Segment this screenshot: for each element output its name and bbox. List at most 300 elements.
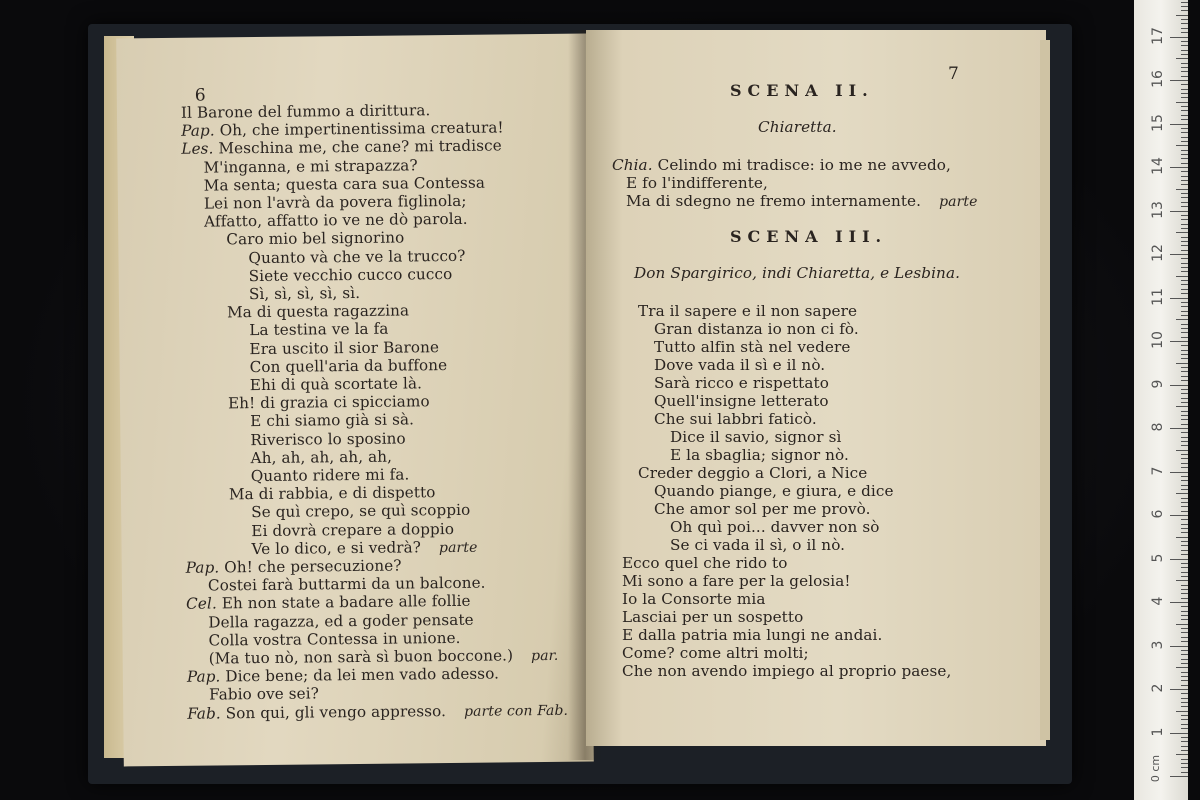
ruler-number: 14	[1150, 157, 1166, 175]
verse-text: Ah, ah, ah, ah, ah,	[250, 447, 393, 467]
ruler-tick	[1181, 137, 1188, 138]
ruler-tick	[1176, 537, 1188, 538]
verse-text: Ve lo dico, e si vedrà?	[251, 538, 422, 558]
verse-text: Ecco quel che rido to	[622, 554, 788, 572]
verse-text: Che non avendo impiego al proprio paese,	[622, 662, 952, 680]
ruler-tick	[1181, 524, 1188, 525]
page-number: 7	[948, 64, 959, 84]
ruler-tick	[1181, 424, 1188, 425]
ruler-tick	[1176, 102, 1188, 103]
ruler-tick	[1181, 672, 1188, 673]
verse-text: Caro mio bel signorino	[226, 228, 405, 249]
verse-text: E la sbaglia; signor nò.	[670, 446, 849, 464]
ruler-number: 2	[1150, 683, 1166, 693]
ruler-tick	[1181, 41, 1188, 42]
ruler-tick	[1181, 454, 1188, 455]
ruler-tick	[1181, 23, 1188, 24]
verse-line	[250, 356, 448, 376]
verse-text: Il Barone del fummo a dirittura.	[180, 101, 431, 122]
ruler-tick	[1181, 750, 1188, 751]
ruler-tick	[1170, 559, 1188, 560]
ruler-tick	[1181, 393, 1188, 394]
ruler-tick	[1181, 615, 1188, 616]
ruler-number: 6	[1150, 509, 1166, 519]
verse-line	[622, 662, 951, 680]
verse-line	[654, 410, 817, 428]
ruler-number: 15	[1150, 113, 1166, 132]
ruler-tick	[1181, 685, 1188, 686]
verse-line	[654, 500, 871, 518]
verse-text: Creder deggio a Clori, a Nice	[638, 464, 868, 482]
ruler-tick	[1181, 6, 1188, 7]
verse-text: Dice bene; da lei men vado adesso.	[225, 664, 500, 686]
verse-text: Ehi di quà scortate là.	[249, 374, 423, 395]
ruler-tick	[1181, 2, 1188, 3]
ruler-tick	[1181, 585, 1188, 586]
verse-text: Celindo mi tradisce: io me ne avvedo,	[657, 156, 951, 174]
ruler-tick	[1181, 606, 1188, 607]
ruler-tick	[1176, 319, 1188, 320]
verse-text: Colla vostra Contessa in unione.	[208, 628, 461, 650]
ruler-tick	[1170, 341, 1188, 342]
verse-line	[227, 302, 409, 322]
ruler-tick	[1170, 472, 1188, 473]
ruler-tick	[1181, 467, 1188, 468]
speaker-name: Pap.	[181, 121, 215, 140]
ruler-tick	[1181, 572, 1188, 573]
ruler-tick	[1181, 67, 1188, 68]
ruler-tick	[1181, 380, 1188, 381]
verse-text: Riverisco lo sposino	[250, 429, 406, 449]
ruler-tick	[1181, 71, 1188, 72]
page-number: 6	[194, 85, 206, 106]
ruler-tick	[1181, 506, 1188, 507]
verse-text: Mi sono a fare per la gelosia!	[622, 572, 851, 590]
verse-line	[209, 685, 319, 704]
ruler-tick	[1181, 528, 1188, 529]
verse-text: Lei non l'avrà da povera figlinola;	[203, 191, 467, 213]
verse-line	[622, 644, 809, 662]
ruler-tick	[1181, 419, 1188, 420]
ruler-tick	[1181, 280, 1188, 281]
verse-text: Che sui labbri faticò.	[654, 410, 817, 428]
verse-line	[251, 538, 477, 559]
ruler-tick	[1181, 541, 1188, 542]
ruler-tick	[1181, 563, 1188, 564]
ruler-tick	[1181, 702, 1188, 703]
verse-text: La testina ve la fa	[249, 320, 389, 340]
ruler-tick	[1176, 363, 1188, 364]
ruler-tick	[1181, 354, 1188, 355]
ruler-tick	[1181, 411, 1188, 412]
ruler-tick	[1181, 97, 1188, 98]
ruler-tick	[1181, 106, 1188, 107]
verse-line	[612, 156, 951, 174]
ruler-number: 4	[1150, 596, 1166, 606]
verse-text: Costei farà buttarmi da un balcone.	[207, 573, 486, 595]
ruler-tick	[1176, 711, 1188, 712]
verse-line	[670, 446, 849, 464]
ruler-tick	[1181, 76, 1188, 77]
verse-text: Meschina me, che cane? mi tradisce	[218, 136, 502, 158]
ruler-tick	[1181, 206, 1188, 207]
verse-line	[249, 284, 360, 303]
verse-line	[638, 464, 867, 482]
ruler-tick	[1176, 189, 1188, 190]
verse-line	[208, 629, 460, 650]
ruler-tick	[1181, 219, 1188, 220]
ruler-tick	[1181, 258, 1188, 259]
ruler-tick	[1181, 698, 1188, 699]
ruler-tick	[1181, 693, 1188, 694]
ruler-tick	[1181, 589, 1188, 590]
verse-line	[622, 590, 766, 608]
ruler-tick	[1170, 298, 1188, 299]
ruler-tick	[1181, 763, 1188, 764]
ruler-tick	[1170, 37, 1188, 38]
verse-text: Se ci vada il sì, o il nò.	[670, 536, 846, 554]
ruler-tick	[1181, 545, 1188, 546]
ruler-tick	[1181, 511, 1188, 512]
ruler-tick	[1181, 402, 1188, 403]
ruler-tick	[1181, 324, 1188, 325]
verse-line	[626, 192, 978, 211]
ruler-tick	[1181, 89, 1188, 90]
ruler-tick	[1181, 180, 1188, 181]
ruler-tick	[1181, 128, 1188, 129]
verse-line	[626, 174, 768, 192]
ruler-tick	[1170, 167, 1188, 168]
ruler-tick	[1181, 637, 1188, 638]
ruler-tick	[1181, 680, 1188, 681]
ruler-tick	[1181, 650, 1188, 651]
ruler-tick	[1181, 284, 1188, 285]
ruler-tick	[1181, 759, 1188, 760]
verse-text: Oh, che impertinentissima creatura!	[219, 118, 504, 140]
ruler-unit-label: 0 cm	[1149, 754, 1163, 783]
ruler-tick	[1181, 476, 1188, 477]
verse-line	[249, 265, 453, 285]
ruler-number: 17	[1150, 26, 1166, 45]
verse-line	[249, 338, 439, 358]
verse-line	[203, 156, 417, 176]
verse-line	[654, 374, 829, 392]
page-stack-edge	[1040, 40, 1050, 740]
verse-text: Affatto, affatto io ve ne dò parola.	[204, 209, 468, 231]
ruler-tick	[1176, 624, 1188, 625]
ruler-tick	[1176, 450, 1188, 451]
verse-line	[654, 338, 850, 356]
ruler-tick	[1170, 689, 1188, 690]
ruler-tick	[1181, 376, 1188, 377]
verse-text: Ma di rabbia, e di dispetto	[228, 483, 436, 504]
ruler-tick	[1181, 158, 1188, 159]
verse-line	[622, 572, 851, 590]
ruler-tick	[1181, 724, 1188, 725]
verse-text: Quanto và che ve la trucco?	[248, 246, 466, 267]
ruler-tick	[1181, 119, 1188, 120]
verse-text: Sì, sì, sì, sì, sì.	[248, 283, 361, 304]
verse-line	[622, 608, 803, 626]
ruler-tick	[1181, 550, 1188, 551]
verse-text: Che amor sol per me provò.	[654, 500, 871, 518]
ruler-tick	[1181, 271, 1188, 272]
ruler-tick	[1181, 311, 1188, 312]
verse-text: E chi siamo già si sà.	[250, 410, 415, 431]
verse-line	[670, 428, 841, 446]
verse-text: Quando piange, e giura, e dice	[654, 482, 894, 500]
ruler-tick	[1181, 389, 1188, 390]
ruler-tick	[1181, 767, 1188, 768]
ruler-tick	[1181, 293, 1188, 294]
verse-text: Eh! di grazia ci spicciamo	[227, 392, 430, 413]
ruler-tick	[1181, 715, 1188, 716]
ruler-tick	[1170, 80, 1188, 81]
ruler-tick	[1181, 628, 1188, 629]
ruler-tick	[1181, 741, 1188, 742]
ruler-tick	[1181, 345, 1188, 346]
ruler-tick	[1181, 676, 1188, 677]
ruler-tick	[1170, 385, 1188, 386]
ruler-number: 12	[1150, 244, 1166, 262]
verse-line	[186, 557, 402, 577]
ruler-tick	[1181, 154, 1188, 155]
verse-text: Dice il savio, signor sì	[670, 428, 842, 446]
verse-text: Era uscito il sior Barone	[249, 337, 440, 358]
ruler-tick	[1181, 32, 1188, 33]
ruler-number: 11	[1150, 287, 1166, 306]
ruler-tick	[1181, 659, 1188, 660]
ruler-tick	[1181, 485, 1188, 486]
verse-line	[181, 137, 502, 158]
ruler-tick	[1181, 202, 1188, 203]
ruler-tick	[1181, 463, 1188, 464]
ruler-tick	[1181, 445, 1188, 446]
verse-text: Quell'insigne letterato	[654, 392, 829, 410]
verse-line	[226, 229, 404, 249]
verse-line	[229, 483, 436, 503]
verse-text: Oh! che persecuzione?	[224, 556, 402, 577]
verse-line	[638, 302, 857, 320]
ruler-tick	[1181, 302, 1188, 303]
verse-text: Son qui, gli vengo appresso.	[225, 701, 447, 722]
verse-text: Tutto alfin stà nel vedere	[654, 338, 851, 356]
ruler-tick	[1170, 254, 1188, 255]
verse-line	[654, 392, 829, 410]
ruler-tick	[1170, 733, 1188, 734]
ruler-tick	[1181, 632, 1188, 633]
ruler-tick	[1181, 458, 1188, 459]
ruler-tick	[1181, 746, 1188, 747]
verse-text: E dalla patria mia lungi ne andai.	[622, 626, 883, 644]
verse-line	[187, 665, 499, 686]
ruler-tick	[1170, 776, 1188, 777]
verse-text: Se quì crepo, se quì scoppio	[251, 501, 471, 522]
ruler-tick	[1181, 237, 1188, 238]
ruler-tick	[1176, 580, 1188, 581]
ruler-tick	[1181, 197, 1188, 198]
ruler-tick	[1181, 576, 1188, 577]
measuring-ruler	[1134, 0, 1188, 800]
ruler-tick	[1181, 176, 1188, 177]
ruler-tick	[1181, 306, 1188, 307]
verse-line	[670, 518, 879, 536]
ruler-tick	[1181, 567, 1188, 568]
ruler-tick	[1181, 437, 1188, 438]
ruler-tick	[1181, 480, 1188, 481]
ruler-tick	[1181, 772, 1188, 773]
ruler-tick	[1181, 163, 1188, 164]
ruler-number: 1	[1150, 727, 1166, 736]
ruler-tick	[1181, 663, 1188, 664]
verse-text: Oh quì poi... davver non sò	[670, 518, 880, 536]
verse-text: Quanto ridere mi fa.	[250, 465, 410, 486]
verse-text: Tra il sapere e il non sapere	[638, 302, 858, 320]
ruler-tick	[1181, 641, 1188, 642]
verse-text: E fo l'indifferente,	[626, 174, 768, 192]
ruler-number: 7	[1150, 466, 1166, 475]
verse-line	[251, 447, 393, 466]
verse-line	[251, 520, 454, 540]
ruler-tick	[1181, 50, 1188, 51]
ruler-tick	[1181, 184, 1188, 185]
ruler-tick	[1176, 493, 1188, 494]
speaker-name: Cel.	[186, 594, 217, 614]
ruler-tick	[1181, 611, 1188, 612]
scene-characters: Don Spargirico, indi Chiaretta, e Lesbina.	[634, 264, 961, 282]
verse-line	[248, 246, 465, 266]
ruler-tick	[1181, 489, 1188, 490]
verse-text: Eh non state a badare alle follie	[221, 592, 471, 613]
verse-line	[187, 700, 568, 723]
ruler-tick	[1181, 28, 1188, 29]
ruler-tick	[1181, 315, 1188, 316]
verse-text: M'inganna, e mi strapazza?	[203, 155, 418, 177]
ruler-tick	[1181, 519, 1188, 520]
verse-line	[250, 429, 406, 449]
verse-text: Gran distanza io non ci fò.	[654, 320, 859, 338]
ruler-tick	[1181, 358, 1188, 359]
ruler-tick	[1170, 646, 1188, 647]
ruler-tick	[1181, 193, 1188, 194]
ruler-tick	[1181, 19, 1188, 20]
ruler-tick	[1181, 215, 1188, 216]
ruler-tick	[1181, 171, 1188, 172]
ruler-tick	[1181, 224, 1188, 225]
stage-direction: parte con Fab.	[463, 702, 569, 720]
verse-text: Con quell'aria da buffone	[249, 355, 448, 376]
verse-text: Siete vecchio cucco cucco	[248, 264, 453, 285]
ruler-tick	[1176, 276, 1188, 277]
ruler-tick	[1181, 498, 1188, 499]
ruler-number: 8	[1150, 422, 1166, 432]
ruler-tick	[1181, 654, 1188, 655]
ruler-tick	[1176, 667, 1188, 668]
verse-line	[251, 465, 410, 485]
ruler-number: 9	[1150, 379, 1166, 388]
verse-line	[249, 320, 388, 339]
ruler-tick	[1176, 232, 1188, 233]
ruler-tick	[1181, 737, 1188, 738]
ruler-tick	[1170, 428, 1188, 429]
speaker-name: Fab.	[187, 704, 221, 723]
verse-line	[654, 482, 894, 500]
verse-line	[670, 536, 845, 554]
ruler-tick	[1181, 328, 1188, 329]
ruler-tick	[1181, 441, 1188, 442]
ruler-tick	[1181, 45, 1188, 46]
verse-text: Ei dovrà crepare a doppio	[251, 519, 455, 540]
ruler-tick	[1181, 728, 1188, 729]
ruler-number: 5	[1150, 553, 1166, 562]
ruler-tick	[1181, 337, 1188, 338]
verse-text: Lasciai per un sospetto	[622, 608, 804, 626]
ruler-tick	[1176, 754, 1188, 755]
verse-line	[251, 501, 470, 521]
ruler-tick	[1181, 371, 1188, 372]
ruler-tick	[1181, 228, 1188, 229]
speaker-name: Pap.	[186, 667, 221, 686]
verse-text: Ma di sdegno ne fremo internamente.	[626, 192, 922, 210]
verse-line	[228, 392, 430, 412]
ruler-tick	[1181, 554, 1188, 555]
verse-line	[622, 554, 788, 572]
ruler-tick	[1181, 54, 1188, 55]
ruler-tick	[1181, 141, 1188, 142]
ruler-number: 3	[1150, 640, 1166, 649]
ruler-tick	[1181, 241, 1188, 242]
ruler-tick	[1181, 115, 1188, 116]
ruler-tick	[1181, 267, 1188, 268]
ruler-tick	[1176, 58, 1188, 59]
ruler-tick	[1181, 84, 1188, 85]
verse-text: Fabio ove sei?	[208, 684, 320, 704]
stage-direction: parte	[438, 539, 478, 556]
ruler-tick	[1181, 245, 1188, 246]
verse-text: Ma senta; questa cara sua Contessa	[203, 173, 486, 195]
ruler-tick	[1181, 719, 1188, 720]
ruler-tick	[1181, 532, 1188, 533]
verse-line	[622, 626, 882, 644]
ruler-tick	[1181, 398, 1188, 399]
ruler-tick	[1181, 593, 1188, 594]
verse-line	[181, 101, 431, 122]
ruler-number: 16	[1150, 70, 1166, 88]
ruler-tick	[1181, 63, 1188, 64]
verse-line	[250, 374, 422, 394]
ruler-tick	[1181, 150, 1188, 151]
speaker-name: Chia.	[612, 156, 653, 174]
ruler-tick	[1181, 619, 1188, 620]
ruler-tick	[1181, 110, 1188, 111]
ruler-tick	[1181, 93, 1188, 94]
verse-line	[250, 411, 414, 431]
speaker-name: Pap.	[185, 558, 220, 577]
verse-text: Io la Consorte mia	[622, 590, 766, 608]
verse-text: Come? come altri molti;	[622, 644, 809, 662]
verse-line	[654, 320, 859, 338]
scene-characters: Chiaretta.	[758, 118, 837, 136]
stage-direction: parte	[939, 194, 978, 210]
verse-text: Ma di questa ragazzina	[226, 301, 410, 322]
ruler-tick	[1170, 515, 1188, 516]
ruler-number: 10	[1150, 331, 1166, 349]
ruler-tick	[1181, 350, 1188, 351]
ruler-tick	[1170, 211, 1188, 212]
ruler-tick	[1181, 598, 1188, 599]
verse-text: Della ragazza, ed a goder pensate	[208, 610, 474, 632]
ruler-tick	[1176, 406, 1188, 407]
